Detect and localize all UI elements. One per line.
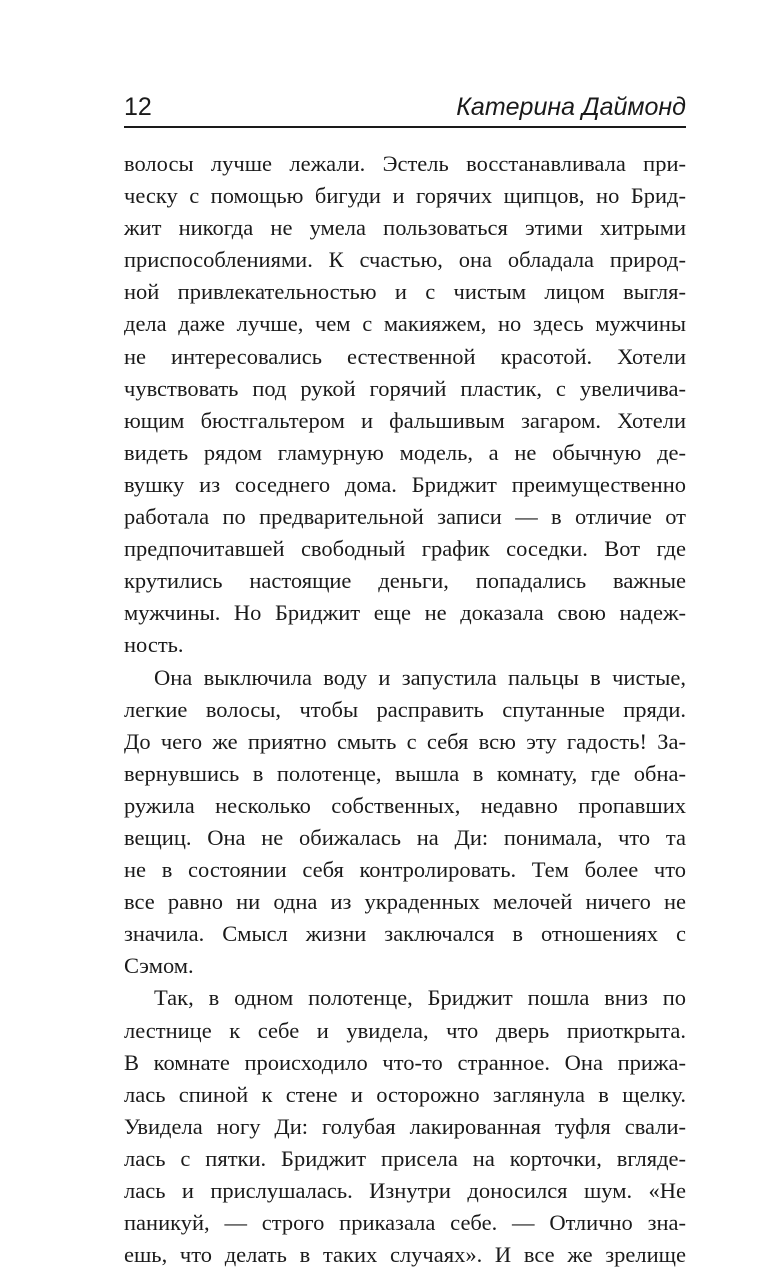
text-line: В комнате происходило что-то странное. Она прижа- [124, 1049, 686, 1075]
author-name: Катерина Даймонд [456, 93, 686, 121]
paragraph [124, 662, 686, 983]
text-line: ружила несколько собственных, недавно пропавших [124, 792, 686, 818]
text-line: паникуй, — строго приказала себе. — Отлично зна- [124, 1210, 686, 1236]
paragraph [124, 148, 686, 662]
text-line: значила. Смысл жизни заключался в отношениях с [124, 921, 686, 947]
text-line: лась и прислушалась. Изнутри доносился шум. «Не [124, 1178, 686, 1203]
text-line: не в состоянии себя контролировать. Тем более что [124, 857, 686, 883]
body-text [124, 148, 686, 1271]
text-line: видеть рядом гламурную модель, а не обычную де- [124, 439, 686, 465]
text-line: крутились настоящие деньги, попадались важные [124, 568, 686, 594]
text-line: мужчины. Но Бриджит еще не доказала свою надеж- [124, 600, 686, 626]
text-line: легкие волосы, чтобы расправить спутанные пряди. [124, 696, 686, 722]
book-page [124, 92, 686, 1271]
text-line: не интересовались естественной красотой. Хотели [124, 343, 686, 369]
text-line: работала по предварительной записи — в отличие от [124, 504, 686, 530]
running-header [124, 92, 686, 128]
text-line: ческу с помощью бигуди и горячих щипцов, но Брид- [124, 183, 686, 209]
text-line: ешь, что делать в таких случаях». И все же зрелище [124, 1242, 686, 1268]
text-line: До чего же приятно смыть с себя всю эту гадость! За- [124, 728, 686, 754]
text-line: жит никогда не умела пользоваться этими хитрыми [124, 215, 686, 241]
text-line: волосы лучше лежали. Эстель восстанавливала при- [124, 151, 686, 176]
text-line: лась спиной к стене и осторожно заглянула в щелку. [124, 1081, 686, 1107]
text-line: приспособлениями. К счастью, она обладала природ- [124, 247, 686, 273]
text-line: Увидела ногу Ди: голубая лакированная туфля свали- [124, 1113, 686, 1139]
text-line: ющим бюстгальтером и фальшивым загаром. Хотели [124, 407, 686, 433]
text-line: лась с пятки. Бриджит присела на корточки, вгляде- [124, 1145, 686, 1171]
text-line: ность. [124, 632, 184, 658]
text-line: ной привлекательностью и с чистым лицом выгля- [124, 279, 686, 305]
text-line: лестнице к себе и увидела, что дверь приоткрыта. [124, 1017, 686, 1043]
text-line: Она выключила воду и запустила пальцы в чистые, [154, 664, 686, 690]
text-line: вушку из соседнего дома. Бриджит преимущественно [124, 471, 686, 497]
text-line: вернувшись в полотенце, вышла в комнату, где обна- [124, 760, 686, 786]
text-line: Сэмом. [124, 953, 194, 979]
text-line: дела даже лучше, чем с макияжем, но здесь мужчины [124, 311, 686, 337]
text-line: вещиц. Она не обижалась на Ди: понимала, что та [124, 824, 686, 850]
text-line: все равно ни одна из украденных мелочей ничего не [124, 889, 686, 915]
page-number: 12 [124, 93, 152, 121]
paragraph [124, 982, 686, 1271]
text-line: Так, в одном полотенце, Бриджит пошла вниз по [154, 985, 686, 1011]
text-line: чувствовать под рукой горячий пластик, с увеличива- [124, 375, 686, 401]
text-line: предпочитавшей свободный график соседки. Вот где [124, 536, 686, 562]
